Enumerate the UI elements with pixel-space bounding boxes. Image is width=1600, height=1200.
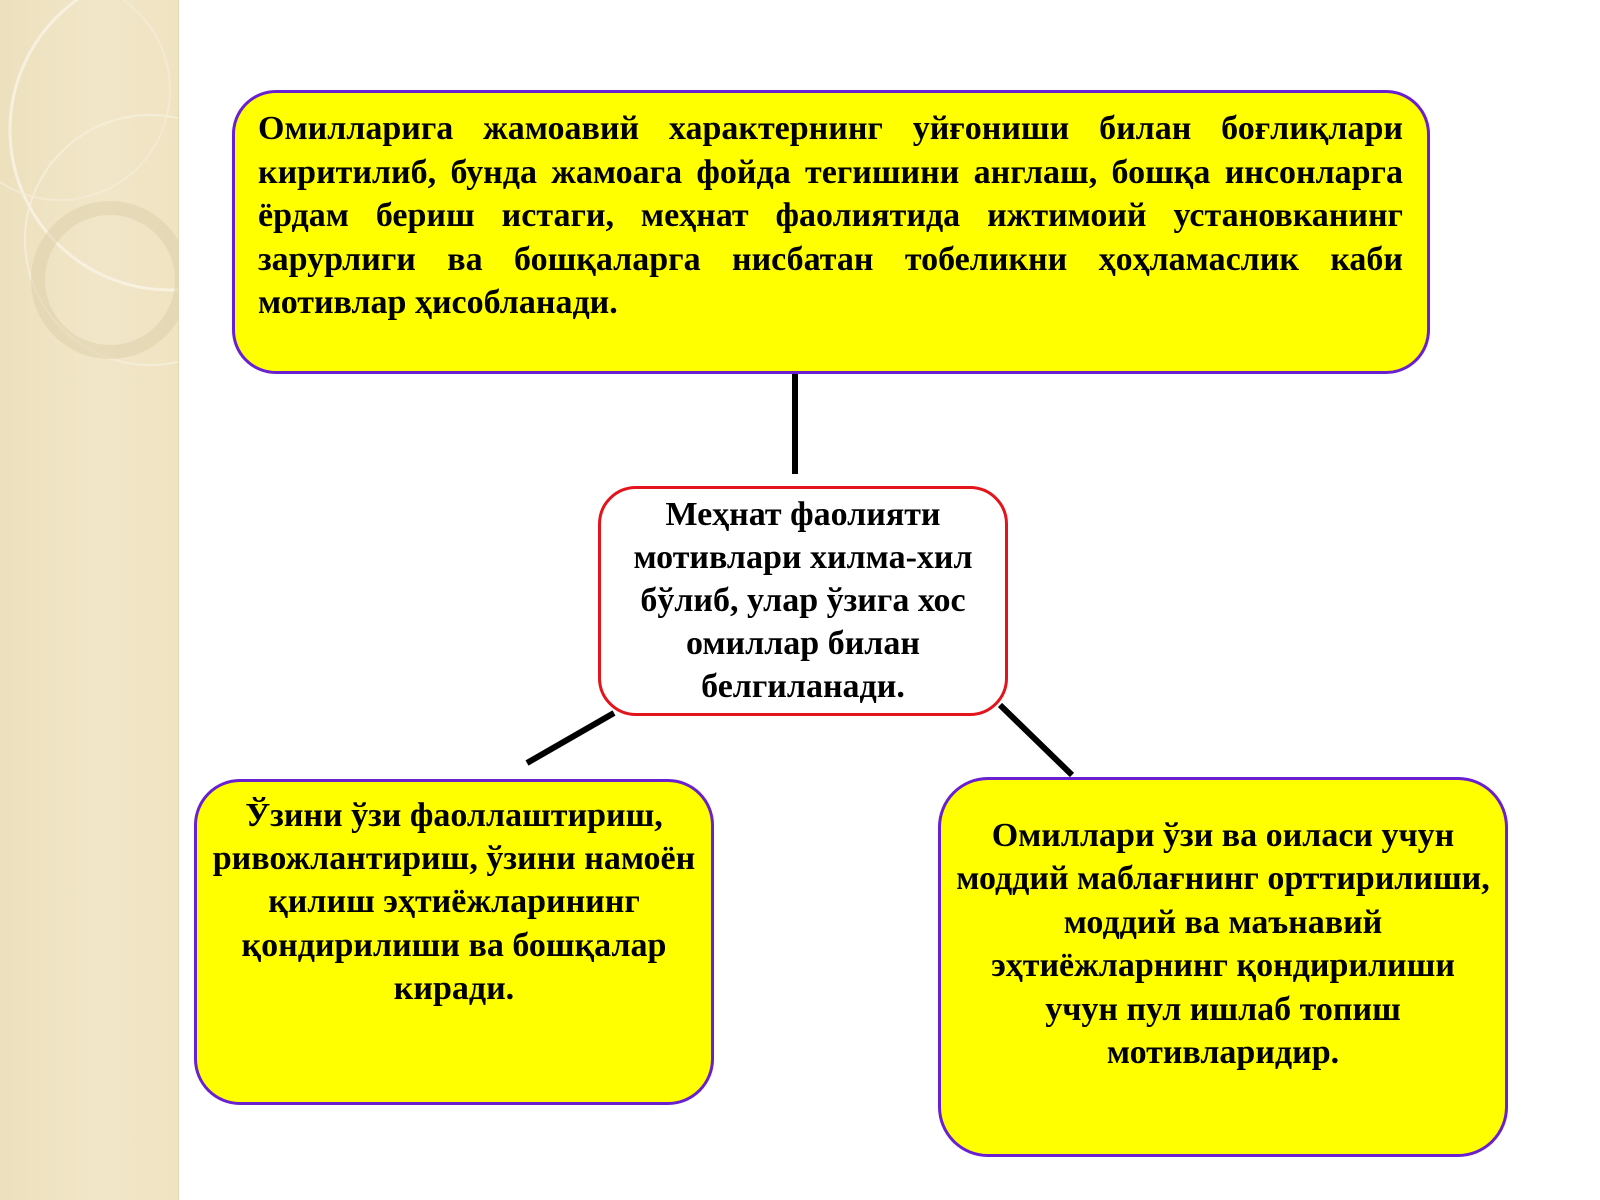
top-motive-box	[232, 90, 1430, 374]
left-motive-box	[194, 779, 714, 1105]
right-motive-text: Омиллари ўзи ва оиласи учун моддий маблағнинг орттирилиши, моддий ва маънавий эҳтиёжларнинг қондирилиши учун пул ишлаб топиш мотивларидир.	[956, 817, 1490, 1072]
connector-center-right	[1000, 705, 1072, 775]
left-motive-text: Ўзини ўзи фаоллаштириш, ривожлантириш, ўзини намоён қилиш эҳтиёжларининг қондирилиши ва бошқалар киради.	[212, 797, 696, 1007]
central-concept-text: Меҳнат фаолияти мотивлари хилма-хил бўлиб, улар ўзига хос омиллар билан белгиланади.	[633, 496, 973, 705]
top-motive-text: Омилларига жамоавий характернинг уйғониши билан боғлиқлари киритилиб, бунда жамоага фойда тегишини англаш, бошқа инсонларга ёрдам бериш истаги, меҳнат фаолиятида ижтимоий установканинг зарурлиги ва бошқаларга нисбатан тобеликни ҳоҳламаслик каби мотивлар ҳисобланади.	[258, 110, 1403, 321]
right-motive-box	[938, 777, 1508, 1157]
central-concept-box	[598, 486, 1008, 716]
connector-center-left	[527, 713, 614, 763]
